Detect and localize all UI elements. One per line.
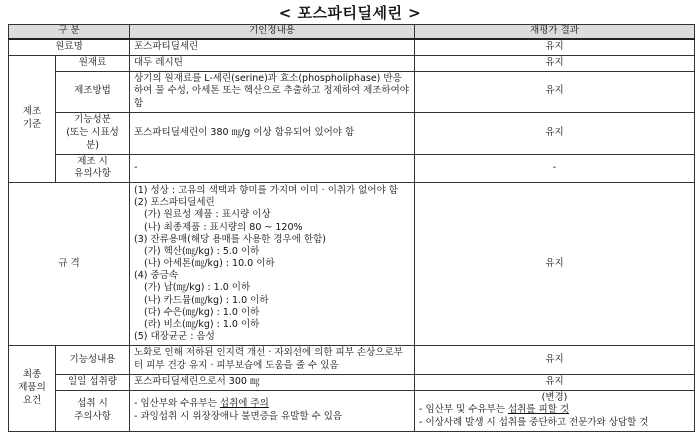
label-functional-component: 기능성분 (또는 시표성분) — [56, 113, 130, 154]
row-caution — [9, 154, 695, 183]
result-caution-underlined-text: 섭취를 피할 것 — [507, 404, 570, 416]
content-method: 상기의 원재료를 L-세린(serine)과 효소(phospholiphase) 반응하여 물 수성, 아세톤 또는 헥산으로 추출하고 정제하여 제조하여야 함 — [130, 71, 415, 112]
label-intake-caution: 섭취 시 주의사항 — [56, 390, 130, 431]
result-spec: 유지 — [415, 183, 695, 346]
spec-item: (다) 수은(㎎/kg) : 1.0 이하 — [144, 306, 260, 318]
page-title: < 포스파티딜세린 > — [278, 4, 422, 22]
content-raw-material: 대두 레시틴 — [130, 55, 415, 71]
spec-item: (나) 카드뮴(㎎/kg) : 1.0 이하 — [144, 294, 269, 306]
content-daily-intake: 포스파티딜세린으로서 300 ㎎ — [130, 374, 415, 390]
content-intake-caution — [130, 390, 415, 431]
label-raw-material: 원재료 — [56, 55, 130, 71]
result-caution-line: - 이상사례 발생 시 섭취를 중단하고 전문가와 상담할 것 — [419, 417, 649, 429]
row-functional-component — [9, 113, 695, 154]
intake-caution-underlined-text: 섭취에 주의 — [219, 398, 269, 409]
label-method: 제조방법 — [56, 71, 130, 112]
spec-item: (5) 대장균군 : 음성 — [134, 331, 215, 342]
intake-caution-text: - 임산부와 수유부는 — [134, 398, 220, 409]
table-header-row — [9, 25, 695, 40]
label-function-content: 기능성내용 — [56, 346, 130, 375]
row-raw-material-name — [9, 39, 695, 55]
result-caution: - — [415, 154, 695, 183]
result-function-content: 유지 — [415, 346, 695, 375]
result-raw-material-name: 유지 — [415, 39, 695, 55]
row-spec — [9, 183, 695, 346]
content-function-content: 노화로 인해 저하된 인지력 개선 · 자외선에 의한 피부 손상으로부터 피부 건강 유지 · 피부보습에 도움을 줄 수 있음 — [130, 346, 415, 375]
group-production-criteria: 제조 기준 — [9, 55, 56, 182]
row-method — [9, 71, 695, 112]
spec-item: (가) 납(㎎/kg) : 1.0 이하 — [144, 282, 251, 294]
spec-item: (가) 원료성 제품 : 표시량 이상 — [144, 209, 271, 221]
spec-item: (가) 헥산(㎎/kg) : 5.0 이하 — [144, 245, 260, 257]
result-change-label: (변경) — [541, 391, 568, 403]
result-caution-line — [419, 404, 690, 417]
header-content: 기인정내용 — [130, 25, 415, 40]
content-functional-component: 포스파티딜세린이 380 ㎎/g 이상 함유되어 있어야 함 — [130, 113, 415, 154]
evaluation-table — [8, 24, 695, 432]
spec-item: (나) 최종제품 : 표시량의 80 ~ 120% — [144, 221, 303, 233]
spec-item: (2) 포스파티딜세린 — [134, 197, 215, 209]
group-final-product: 최종 제품의 요건 — [9, 346, 56, 432]
header-category: 구 분 — [9, 25, 130, 40]
spec-item: (1) 성상 : 고유의 색택과 향미를 가지며 이미 · 이취가 없어야 함 — [134, 185, 398, 197]
result-daily-intake: 유지 — [415, 374, 695, 390]
label-caution: 제조 시 유의사항 — [56, 154, 130, 183]
result-caution-text: - 임산부 및 수유부는 — [419, 404, 508, 416]
content-raw-material-name: 포스파티딜세린 — [130, 39, 415, 55]
label-spec: 규 격 — [9, 183, 130, 346]
row-intake-caution — [9, 390, 695, 431]
result-method: 유지 — [415, 71, 695, 112]
spec-item: (3) 잔류용매(해당 용매를 사용한 경우에 한함) — [134, 233, 326, 245]
content-caution: - — [130, 154, 415, 183]
label-raw-material-name: 원료명 — [9, 39, 130, 55]
result-intake-caution — [415, 390, 695, 431]
intake-caution-line: - 과잉섭취 시 위장장애나 불면증을 유발할 수 있음 — [134, 410, 343, 422]
spec-item: (4) 중금속 — [134, 270, 179, 282]
spec-item: (나) 아세톤(㎎/kg) : 10.0 이하 — [144, 258, 275, 270]
header-result: 재평가 결과 — [415, 25, 695, 40]
row-function-content — [9, 346, 695, 375]
content-spec — [130, 183, 415, 346]
result-functional-component: 유지 — [415, 113, 695, 154]
row-daily-intake — [9, 374, 695, 390]
label-daily-intake: 일일 섭취량 — [56, 374, 130, 390]
intake-caution-line — [134, 398, 410, 411]
row-raw-material — [9, 55, 695, 71]
result-raw-material: 유지 — [415, 55, 695, 71]
spec-item: (라) 비소(㎎/kg) : 1.0 이하 — [144, 318, 260, 330]
